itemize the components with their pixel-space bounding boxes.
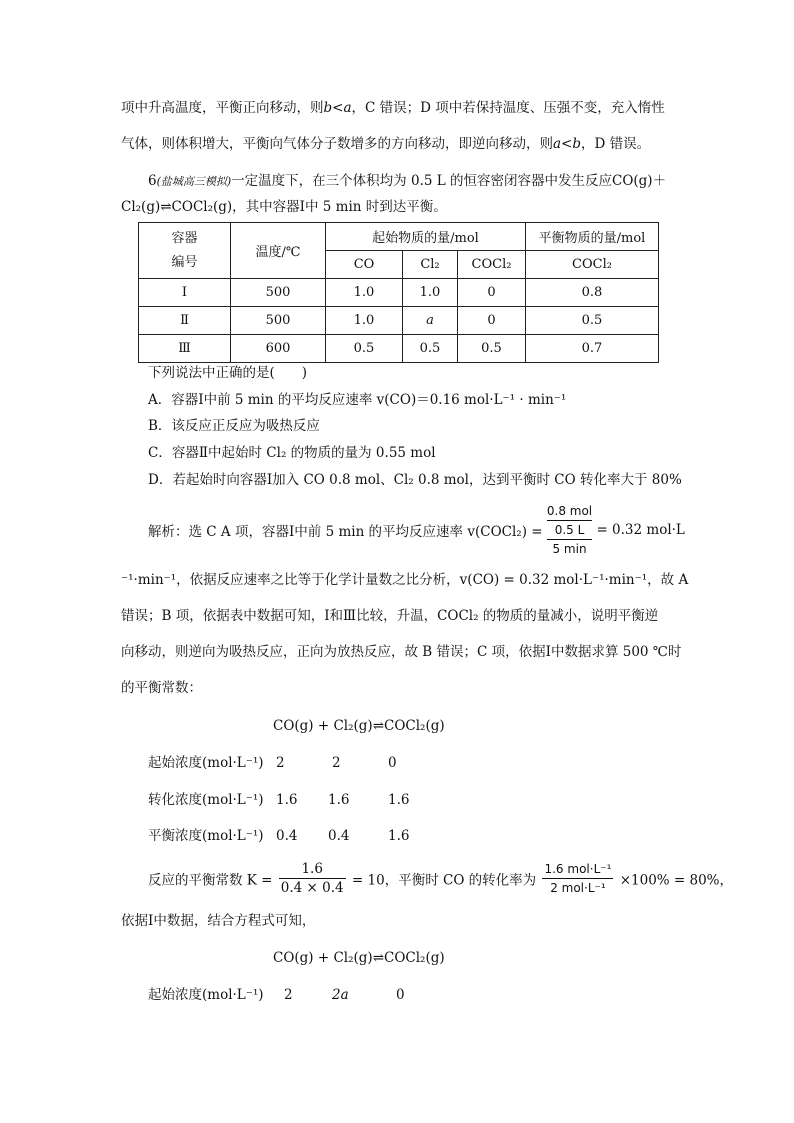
- header-eq-cocl2: COCl₂: [526, 251, 659, 279]
- rate-fraction: 0.8 mol 0.5 L 5 min: [546, 504, 593, 556]
- data-table: [138, 222, 659, 363]
- row-initial-2: 起始浓度(mol·L⁻¹) 2 2a 0: [148, 987, 405, 1003]
- question-6-stem-2: [121, 197, 447, 217]
- text: 项中升高温度，平衡正向移动，则: [121, 100, 324, 116]
- inequality: b<a: [323, 100, 352, 116]
- text: ，D 错误。: [581, 136, 651, 152]
- text: ，C 错误；D 项中若保持温度、压强不变，充入惰性: [351, 100, 665, 116]
- question-number: 6: [148, 173, 157, 189]
- question-source: (盐城高三模拟): [156, 175, 232, 188]
- k-expression: 反应的平衡常数 K = $\frac{1.6}{0.4 \times 0.4}$ = 10，平衡时 CO 的转化率为 $\frac{\text{1.6 mol·L⁻¹}}{\text{2 mol·L⁻¹}}$ ×100% = 80%，: [148, 861, 734, 896]
- row-initial: 起始浓度(mol·L⁻¹) 2 2 0: [148, 755, 397, 771]
- header-temperature: 温度/℃: [231, 223, 326, 279]
- header-cocl2: COCl₂: [458, 251, 526, 279]
- equation-1: CO(g) + Cl₂(g)⇌COCl₂(g): [273, 718, 445, 734]
- header-equilibrium-amount: 平衡物质的量/mol: [526, 223, 659, 251]
- option-c: C．容器Ⅱ中起始时 Cl₂ 的物质的量为 0.55 mol: [148, 445, 436, 461]
- header-initial-amount: 起始物质的量/mol: [326, 223, 526, 251]
- text-line-2: [121, 134, 650, 154]
- header-container: 容器 编号: [139, 223, 231, 279]
- analysis-line-4: 向移动，则逆向为吸热反应，正向为放热反应，故 B 错误；C 项，依据Ⅰ中数据求算 500 ℃时: [121, 644, 682, 660]
- analysis-line-1: 解析：选 C A 项，容器Ⅰ中前 5 min 的平均反应速率 v(COCl₂) = 0.8 mol 0.5 L 5 min = 0.32 mol·L: [148, 504, 685, 556]
- text: 气体，则体积增大，平衡向气体分子数增多的方向移动，即逆向移动，则: [121, 136, 553, 152]
- text-line-1: [121, 98, 665, 118]
- question-text: Cl₂(g)⇌COCl₂(g)，其中容器Ⅰ中 5 min 时到达平衡。: [121, 199, 447, 215]
- options-prompt: 下列说法中正确的是( ): [148, 365, 308, 381]
- analysis-line-2: ⁻¹·min⁻¹，依据反应速率之比等于化学计量数之比分析，v(CO) = 0.32 mol·L⁻¹·min⁻¹，故 A: [121, 572, 689, 588]
- option-d: D．若起始时向容器Ⅰ加入 CO 0.8 mol、Cl₂ 0.8 mol，达到平衡时 CO 转化率大于 80%: [148, 472, 682, 488]
- table-row: Ⅱ 500 1.0 a 0 0.5: [139, 307, 659, 335]
- question-text: 一定温度下，在三个体积均为 0.5 L 的恒容密闭容器中发生反应CO(g)＋: [231, 173, 667, 189]
- row-change: 转化浓度(mol·L⁻¹) 1.6 1.6 1.6: [148, 792, 410, 808]
- header-co: CO: [326, 251, 403, 279]
- analysis-line-5: 的平衡常数：: [121, 680, 202, 696]
- k-fraction: $\frac{1.6}{0.4 \times 0.4}$: [280, 861, 344, 896]
- analysis-line-6: 依据Ⅰ中数据，结合方程式可知，: [121, 913, 316, 929]
- header-cl2: Cl₂: [403, 251, 458, 279]
- row-equilibrium: 平衡浓度(mol·L⁻¹) 0.4 0.4 1.6: [148, 828, 410, 844]
- table-row: Ⅰ 500 1.0 1.0 0 0.8: [139, 279, 659, 307]
- conversion-fraction: $\frac{\text{1.6 mol·L⁻¹}}{\text{2 mol·L⁻¹}}$: [544, 862, 612, 895]
- inequality: a<b: [553, 136, 582, 152]
- analysis-line-3: 错误；B 项，依据表中数据可知，Ⅰ和Ⅲ比较，升温，COCl₂ 的物质的量减小，说明平衡逆: [121, 608, 659, 624]
- question-6-stem: [148, 171, 666, 192]
- equation-2: CO(g) + Cl₂(g)⇌COCl₂(g): [273, 950, 445, 966]
- option-b: B．该反应正反应为吸热反应: [148, 418, 320, 434]
- table-row: Ⅲ 600 0.5 0.5 0.5 0.7: [139, 335, 659, 363]
- option-a: A．容器Ⅰ中前 5 min 的平均反应速率 v(CO)＝0.16 mol·L⁻¹ · min⁻¹: [148, 392, 567, 408]
